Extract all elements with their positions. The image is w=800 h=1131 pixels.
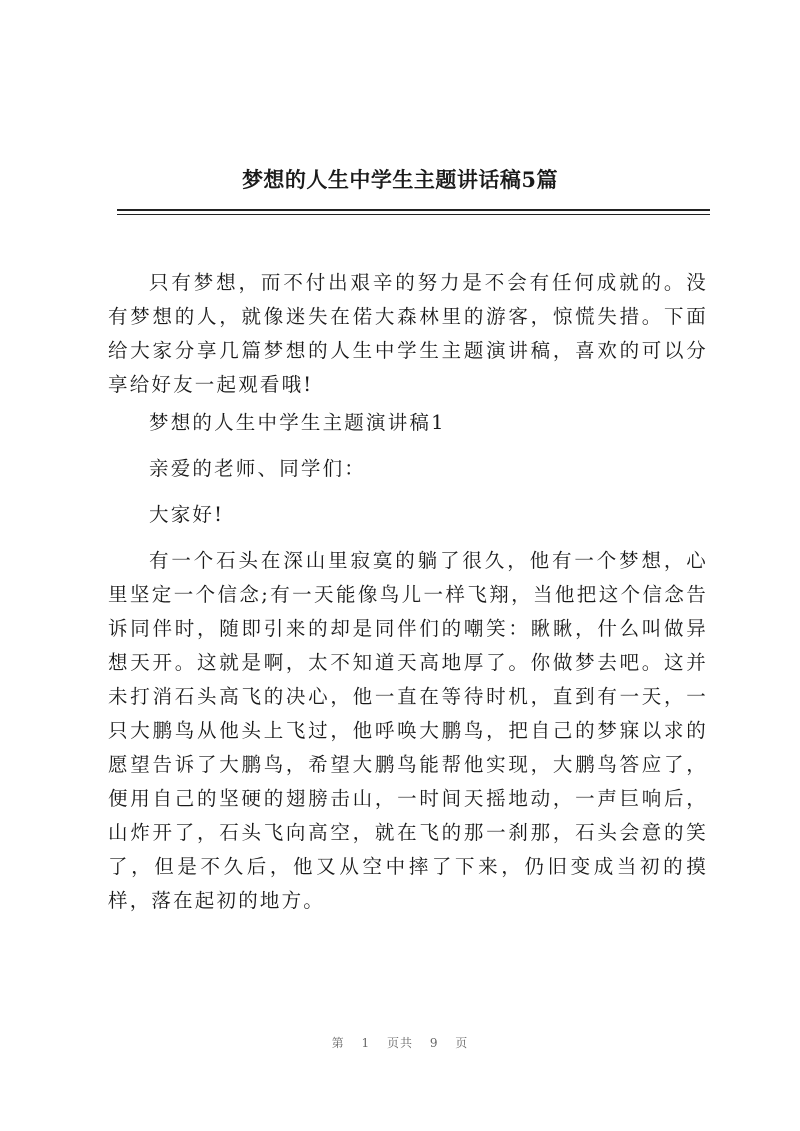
title-divider — [117, 209, 710, 211]
title-divider-thin — [117, 214, 710, 215]
story-paragraph: 有一个石头在深山里寂寞的躺了很久，他有一个梦想，心里坚定一个信念;有一天能像鸟儿一样飞翔，当他把这个信念告诉同伴时，随即引来的却是同伴们的嘲笑：瞅瞅，什么叫做异想天开。这就是啊，太不知道天高地厚了。你做梦去吧。这并未打消石头高飞的决心，他一直在等待时机，直到有一天，一只大鹏鸟从他头上飞过，他呼唤大鹏鸟，把自己的梦寐以求的愿望告诉了大鹏鸟，希望大鹏鸟能帮他实现，大鹏鸟答应了，便用自己的坚硬的翅膀击山，一时间天摇地动，一声巨响后，山炸开了，石头飞向高空，就在飞的那一刹那，石头会意的笑了，但是不久后，他又从空中摔了下来，仍旧变成当初的摸样，落在起初的地方。 — [108, 549, 708, 912]
page-footer — [0, 1034, 800, 1051]
page-current: 1 — [361, 1036, 371, 1050]
page-total: 9 — [429, 1036, 439, 1050]
page-label-suffix: 页 — [455, 1036, 469, 1050]
document-body — [108, 266, 708, 922]
page-label-prefix: 第 — [331, 1036, 345, 1050]
page-label-middle: 页共 — [386, 1036, 413, 1050]
salutation: 亲爱的老师、同学们： — [149, 457, 367, 480]
greeting: 大家好! — [149, 503, 225, 526]
section-heading: 梦想的人生中学生主题演讲稿1 — [149, 411, 446, 434]
intro-paragraph: 只有梦想，而不付出艰辛的努力是不会有任何成就的。没有梦想的人，就像迷失在偌大森林里的游客，惊慌失措。下面给大家分享几篇梦想的人生中学生主题演讲稿，喜欢的可以分享给好友一起观看哦! — [108, 271, 708, 396]
document-title: 梦想的人生中学生主题讲话稿5篇 — [241, 167, 559, 192]
